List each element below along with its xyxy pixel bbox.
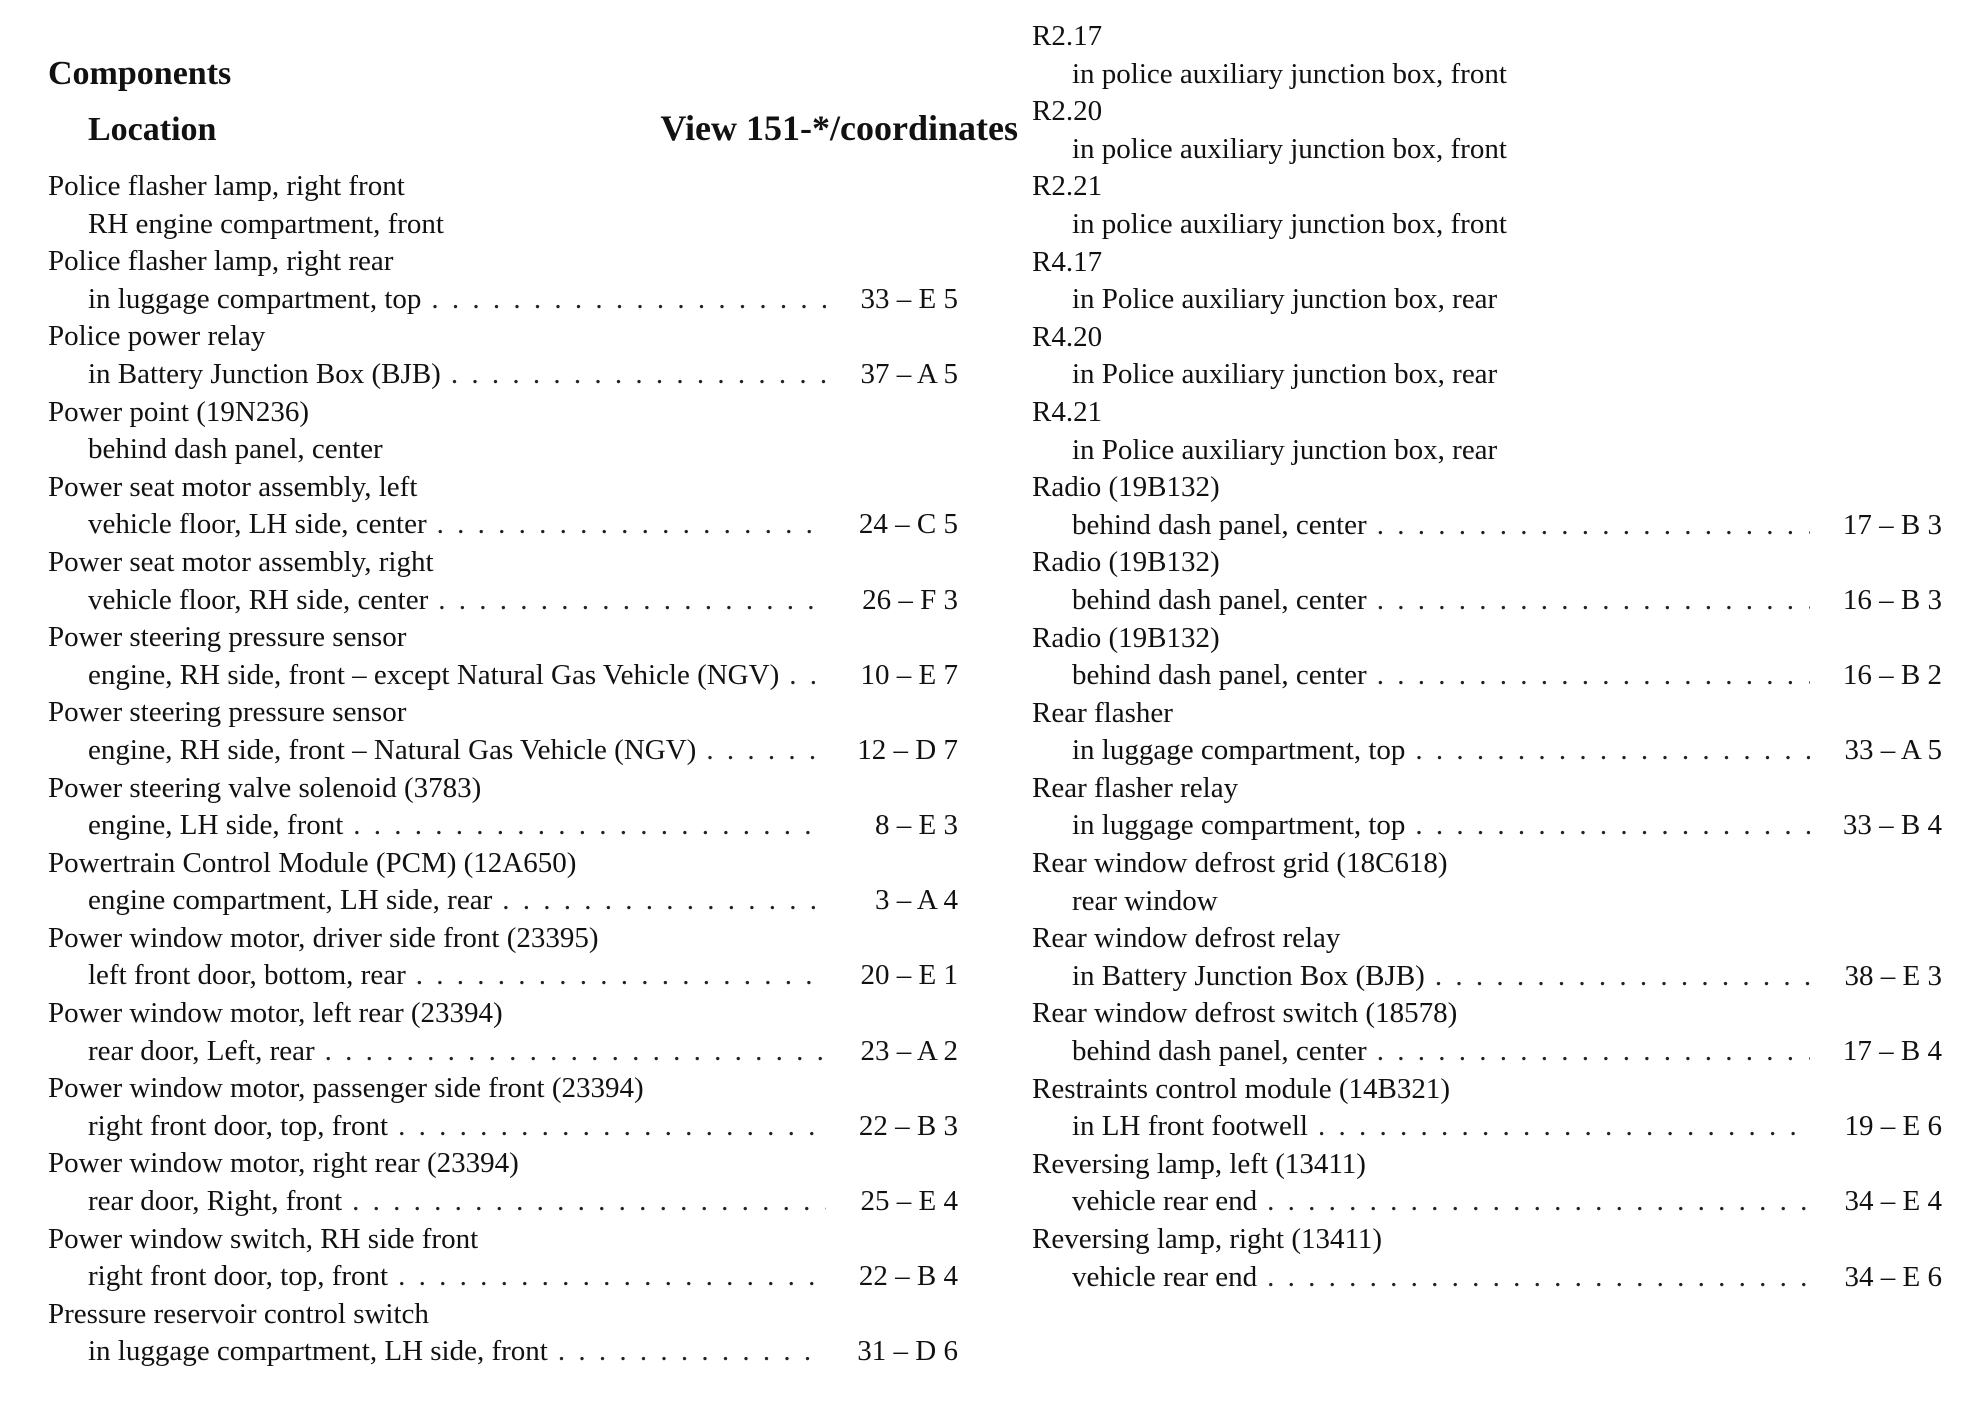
component-name: Rear flasher relay xyxy=(1032,771,1239,804)
dot-leader xyxy=(353,807,826,845)
component-entry xyxy=(1032,1221,1942,1296)
view-coordinate: 8 – E 3 xyxy=(875,809,958,842)
component-location-line xyxy=(1032,56,1942,94)
view-coordinate: 16 – B 2 xyxy=(1842,659,1942,692)
component-entry xyxy=(48,995,958,1070)
component-location-line xyxy=(1032,732,1942,770)
component-entry xyxy=(48,1070,958,1145)
view-coordinate: 24 – C 5 xyxy=(858,508,958,541)
view-coordinate: 33 – B 4 xyxy=(1842,809,1942,842)
component-name: Radio (19B132) xyxy=(1032,546,1220,579)
view-coordinate: 26 – F 3 xyxy=(862,583,958,616)
dot-leader xyxy=(1267,1259,1810,1297)
view-coordinate: 22 – B 4 xyxy=(858,1260,958,1293)
component-entry xyxy=(48,619,958,694)
component-name: Power window motor, left rear (23394) xyxy=(48,997,503,1030)
dot-leader xyxy=(558,1333,826,1371)
component-location-line xyxy=(1032,131,1942,169)
component-location: rear door, Right, front xyxy=(88,1185,343,1218)
component-name: Power window switch, RH side front xyxy=(48,1222,479,1255)
component-entry xyxy=(48,394,958,469)
component-location: right front door, top, front xyxy=(88,1109,389,1142)
view-coordinate: 33 – E 5 xyxy=(860,282,958,315)
left-component-list xyxy=(48,168,958,1371)
component-name: Reversing lamp, left (13411) xyxy=(1032,1147,1366,1180)
component-name: Power seat motor assembly, left xyxy=(48,470,418,503)
component-entry xyxy=(48,845,958,920)
component-entry xyxy=(48,1296,958,1371)
component-location: in Battery Junction Box (BJB) xyxy=(1072,959,1425,992)
component-entry xyxy=(1032,995,1942,1070)
component-location-line xyxy=(1032,206,1942,244)
view-coordinate: 23 – A 2 xyxy=(860,1034,958,1067)
component-location: in luggage compartment, LH side, front xyxy=(88,1335,548,1368)
component-name: Rear flasher xyxy=(1032,696,1173,729)
component-location: behind dash panel, center xyxy=(1072,583,1367,616)
dot-leader xyxy=(1377,1033,1810,1071)
component-location: in LH front footwell xyxy=(1072,1110,1308,1143)
component-location-line xyxy=(48,506,958,544)
component-entry xyxy=(48,920,958,995)
dot-leader xyxy=(1377,582,1810,620)
component-location-line xyxy=(1032,883,1942,921)
dot-leader xyxy=(398,1258,826,1296)
view-coordinate: 20 – E 1 xyxy=(860,959,958,992)
component-location-line xyxy=(48,281,958,319)
component-name: Reversing lamp, right (13411) xyxy=(1032,1223,1383,1255)
dot-leader xyxy=(451,356,826,394)
component-name: Power window motor, passenger side front (23394) xyxy=(48,1072,644,1105)
dot-leader xyxy=(438,582,826,620)
component-location-line xyxy=(48,582,958,620)
component-location: behind dash panel, center xyxy=(88,433,383,466)
component-location: in police auxiliary junction box, front xyxy=(1072,57,1507,90)
component-entry xyxy=(1032,770,1942,845)
component-location: engine, RH side, front – except Natural Gas Vehicle (NGV) xyxy=(88,658,780,691)
component-location-line xyxy=(1032,582,1942,620)
dot-leader xyxy=(416,957,826,995)
component-name: Rear window defrost relay xyxy=(1032,922,1341,955)
component-location-line xyxy=(48,431,958,469)
component-location-line xyxy=(48,732,958,770)
component-location: in police auxiliary junction box, front xyxy=(1072,207,1507,240)
component-location: vehicle floor, RH side, center xyxy=(88,583,429,616)
component-location: vehicle rear end xyxy=(1072,1260,1258,1293)
dot-leader xyxy=(1377,507,1810,545)
component-entry xyxy=(48,770,958,845)
component-location: rear door, Left, rear xyxy=(88,1034,315,1067)
component-entry xyxy=(1032,620,1942,695)
view-coordinate: 17 – B 3 xyxy=(1842,508,1942,541)
component-location-line xyxy=(1032,1183,1942,1221)
component-location: in Police auxiliary junction box, rear xyxy=(1072,433,1498,466)
component-name: Radio (19B132) xyxy=(1032,471,1220,504)
component-location: in Police auxiliary junction box, rear xyxy=(1072,283,1498,316)
view-coordinate: 10 – E 7 xyxy=(860,658,958,691)
component-location: behind dash panel, center xyxy=(1072,508,1367,541)
component-name: Power steering pressure sensor xyxy=(48,696,407,729)
component-entry xyxy=(48,243,958,318)
component-location-line xyxy=(48,1258,958,1296)
right-component-list xyxy=(1032,18,1942,1296)
component-entry xyxy=(1032,1071,1942,1146)
location-column-header: Location xyxy=(88,111,217,148)
component-entry xyxy=(48,1221,958,1296)
component-location-line xyxy=(48,957,958,995)
component-location: engine, LH side, front xyxy=(88,809,344,842)
component-entry xyxy=(48,1145,958,1220)
view-coordinate: 38 – E 3 xyxy=(1844,959,1942,992)
component-name: Police power relay xyxy=(48,320,266,353)
dot-leader xyxy=(437,506,826,544)
component-entry xyxy=(48,469,958,544)
component-location-line xyxy=(1032,1033,1942,1071)
component-location-line xyxy=(1032,432,1942,470)
component-location: in police auxiliary junction box, front xyxy=(1072,132,1507,165)
view-coordinate: 25 – E 4 xyxy=(860,1185,958,1218)
component-name: R2.21 xyxy=(1032,170,1103,203)
component-name: Rear window defrost grid (18C618) xyxy=(1032,847,1448,880)
view-coordinate: 22 – B 3 xyxy=(858,1109,958,1142)
dot-leader xyxy=(706,732,826,770)
component-location-line xyxy=(48,356,958,394)
component-location: RH engine compartment, front xyxy=(88,207,444,240)
component-name: Power steering pressure sensor xyxy=(48,621,407,654)
component-location: in luggage compartment, top xyxy=(88,282,422,315)
component-location: right front door, top, front xyxy=(88,1260,389,1293)
component-name: Police flasher lamp, right rear xyxy=(48,245,394,278)
component-entry xyxy=(1032,319,1942,394)
component-entry xyxy=(1032,93,1942,168)
component-name: Power steering valve solenoid (3783) xyxy=(48,771,482,804)
component-location: in Police auxiliary junction box, rear xyxy=(1072,358,1498,391)
component-name: R4.21 xyxy=(1032,395,1103,428)
view-coordinate: 19 – E 6 xyxy=(1844,1110,1942,1143)
component-name: R2.17 xyxy=(1032,20,1103,52)
component-entry xyxy=(48,544,958,619)
component-name: R2.20 xyxy=(1032,95,1103,128)
component-location-line xyxy=(48,1033,958,1071)
view-coordinate: 12 – D 7 xyxy=(857,733,958,766)
component-location: left front door, bottom, rear xyxy=(88,959,406,992)
component-location-line xyxy=(1032,1259,1942,1297)
component-location-line xyxy=(48,1108,958,1146)
component-location: rear window xyxy=(1072,884,1218,917)
component-name: Power seat motor assembly, right xyxy=(48,545,434,578)
component-location-line xyxy=(1032,1108,1942,1146)
component-location: behind dash panel, center xyxy=(1072,659,1367,692)
component-location-line xyxy=(48,1333,958,1371)
component-location-line xyxy=(48,1183,958,1221)
component-location: in Battery Junction Box (BJB) xyxy=(88,357,441,390)
component-name: Powertrain Control Module (PCM) (12A650) xyxy=(48,846,577,879)
page-title: Components xyxy=(48,55,232,92)
view-coordinate: 37 – A 5 xyxy=(860,357,958,390)
component-location-line xyxy=(48,882,958,920)
view-coordinate: 3 – A 4 xyxy=(875,884,958,917)
component-name: Power window motor, right rear (23394) xyxy=(48,1147,519,1180)
component-name: Restraints control module (14B321) xyxy=(1032,1072,1451,1105)
component-location: engine compartment, LH side, rear xyxy=(88,884,493,917)
component-name: Pressure reservoir control switch xyxy=(48,1297,429,1330)
component-name: R4.17 xyxy=(1032,245,1103,278)
component-name: Power point (19N236) xyxy=(48,395,309,428)
component-name: Rear window defrost switch (18578) xyxy=(1032,997,1458,1030)
component-name: Radio (19B132) xyxy=(1032,621,1220,654)
component-location-line xyxy=(48,807,958,845)
component-location-line xyxy=(1032,281,1942,319)
component-location-line xyxy=(48,657,958,695)
component-location: engine, RH side, front – Natural Gas Vehicle (NGV) xyxy=(88,733,697,766)
dot-leader xyxy=(352,1183,826,1221)
component-entry xyxy=(1032,168,1942,243)
component-entry xyxy=(1032,845,1942,920)
component-entry xyxy=(48,318,958,393)
component-entry xyxy=(1032,18,1942,93)
view-coordinate: 31 – D 6 xyxy=(857,1335,958,1368)
component-name: Power window motor, driver side front (23395) xyxy=(48,921,599,954)
view-coordinate: 33 – A 5 xyxy=(1844,734,1942,767)
view-coordinate: 17 – B 4 xyxy=(1842,1035,1942,1068)
dot-leader xyxy=(1415,807,1810,845)
component-entry xyxy=(1032,244,1942,319)
component-location: vehicle floor, LH side, center xyxy=(88,508,427,541)
component-entry xyxy=(48,694,958,769)
dot-leader xyxy=(325,1033,826,1071)
component-entry xyxy=(1032,394,1942,469)
dot-leader xyxy=(1377,657,1810,695)
component-entry xyxy=(1032,469,1942,544)
component-name: R4.20 xyxy=(1032,320,1103,353)
component-location: vehicle rear end xyxy=(1072,1185,1258,1218)
component-location-line xyxy=(1032,507,1942,545)
dot-leader xyxy=(431,281,826,319)
component-entry xyxy=(1032,1146,1942,1221)
dot-leader xyxy=(1267,1183,1810,1221)
dot-leader xyxy=(1435,958,1810,996)
component-location: in luggage compartment, top xyxy=(1072,734,1406,767)
view-coordinate: 34 – E 4 xyxy=(1844,1185,1942,1218)
dot-leader xyxy=(398,1108,826,1146)
component-name: Police flasher lamp, right front xyxy=(48,170,405,202)
view-coordinates-column-header: View 151-*/coordinates xyxy=(660,108,1018,148)
dot-leader xyxy=(789,657,826,695)
dot-leader xyxy=(1318,1108,1810,1146)
component-entry xyxy=(1032,920,1942,995)
component-location-line xyxy=(1032,356,1942,394)
component-location-line xyxy=(1032,958,1942,996)
component-location: behind dash panel, center xyxy=(1072,1035,1367,1068)
component-location-line xyxy=(48,206,958,244)
view-coordinate: 34 – E 6 xyxy=(1844,1260,1942,1293)
component-location-line xyxy=(1032,807,1942,845)
component-location-line xyxy=(1032,657,1942,695)
view-coordinate: 16 – B 3 xyxy=(1842,583,1942,616)
component-entry xyxy=(1032,544,1942,619)
component-location: in luggage compartment, top xyxy=(1072,809,1406,842)
dot-leader xyxy=(502,882,826,920)
component-entry xyxy=(1032,695,1942,770)
dot-leader xyxy=(1415,732,1810,770)
component-entry xyxy=(48,168,958,243)
